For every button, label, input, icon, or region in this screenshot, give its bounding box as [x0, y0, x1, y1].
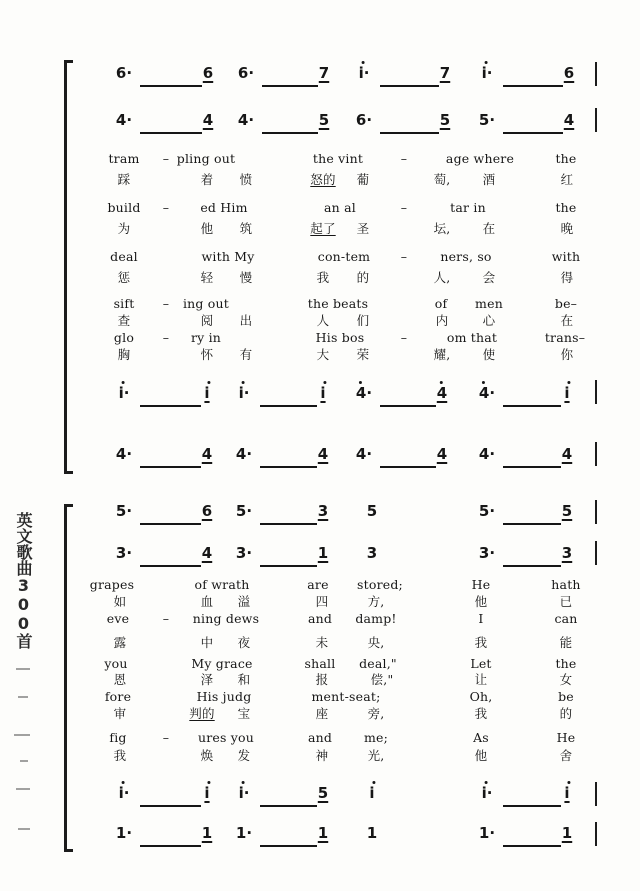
lyric: 慢 [239, 270, 253, 285]
beam [140, 565, 201, 567]
lyric: ing out [182, 296, 230, 311]
beam [262, 132, 318, 134]
lyric: 坛, [433, 221, 451, 236]
lyric: 胸 [117, 347, 131, 362]
lyric: 葡 [356, 172, 370, 187]
note: 7 [318, 64, 330, 82]
lyric: 心 [482, 313, 496, 328]
lyric: 人, [433, 270, 451, 285]
lyric: 他 [474, 748, 488, 763]
lyric: the [555, 656, 577, 671]
lyric: damp! [355, 611, 397, 626]
lyric: men [475, 296, 503, 311]
lyric: Let [470, 656, 492, 671]
lyric: 偿," [370, 672, 394, 687]
lyric: 的 [559, 706, 573, 721]
note: 4 [563, 111, 575, 129]
lyric: – [162, 730, 170, 745]
lyric: 圣 [356, 221, 370, 236]
beam [503, 132, 563, 134]
lyric: 他 [200, 221, 214, 236]
note: 4· [235, 445, 253, 463]
lyric: 耀, [433, 347, 451, 362]
beam [503, 466, 561, 468]
lyric: – [162, 330, 170, 345]
lyric: 使 [482, 347, 496, 362]
lyric: deal [110, 249, 138, 264]
lyric: 惩 [117, 270, 131, 285]
lyric: om that [446, 330, 498, 345]
beam [380, 132, 439, 134]
note: i· [481, 64, 493, 82]
note: 1· [115, 824, 133, 842]
lyric: 央, [367, 635, 385, 650]
note: 4 [561, 445, 573, 463]
note: 5 [366, 502, 378, 520]
note: 4· [478, 445, 496, 463]
lyric: – [400, 249, 408, 264]
book-title-vertical [10, 512, 36, 655]
lyric: 出 [239, 313, 253, 328]
lyric: I [478, 611, 484, 626]
lyric: 露 [113, 635, 127, 650]
note: 6 [202, 64, 214, 82]
beam [140, 132, 202, 134]
barline [595, 782, 597, 806]
lyric: ners, so [440, 249, 492, 264]
lyric: 如 [113, 594, 127, 609]
lyric: deal," [359, 656, 397, 671]
note: 1 [317, 544, 329, 562]
note: 3· [115, 544, 133, 562]
lyric: – [162, 611, 170, 626]
lyric: 血 [200, 594, 214, 609]
beam [503, 405, 561, 407]
lyric: 旁, [367, 706, 385, 721]
note: i [564, 784, 570, 802]
lyric: of wrath [194, 577, 250, 592]
lyric: tar in [450, 200, 486, 215]
beam [260, 466, 317, 468]
beam [140, 845, 201, 847]
note: i· [238, 784, 250, 802]
note: 4 [317, 445, 329, 463]
beam [503, 85, 563, 87]
lyric: – [400, 151, 408, 166]
beam [140, 85, 202, 87]
barline [595, 62, 597, 86]
barline [595, 108, 597, 132]
barline [595, 541, 597, 565]
beam [140, 805, 201, 807]
lyric: 中 [200, 635, 214, 650]
note: i· [358, 64, 370, 82]
lyric: – [162, 200, 170, 215]
note: 6· [355, 111, 373, 129]
lyric: – [162, 151, 170, 166]
lyric: 我 [474, 635, 488, 650]
lyric: tram [108, 151, 140, 166]
note: 1 [366, 824, 378, 842]
note: 3· [235, 544, 253, 562]
lyric: 神 [315, 748, 329, 763]
lyric: 报 [315, 672, 329, 687]
lyric: and [307, 611, 333, 626]
note: 1 [317, 824, 329, 842]
note: 4 [201, 544, 213, 562]
lyric: – [400, 200, 408, 215]
lyric: build [107, 200, 141, 215]
note: 3 [366, 544, 378, 562]
lyric: 女 [559, 672, 573, 687]
note: i· [238, 384, 250, 402]
note: 1 [561, 824, 573, 842]
lyric: an al [324, 200, 356, 215]
note: 5· [478, 502, 496, 520]
lyric: 已 [559, 594, 573, 609]
note: 1 [201, 824, 213, 842]
beam [260, 523, 317, 525]
note: 5 [317, 784, 329, 802]
system-bracket [64, 506, 67, 850]
lyric: 红 [560, 172, 574, 187]
note: 7 [439, 64, 451, 82]
lyric: 光, [367, 748, 385, 763]
lyric: 让 [474, 672, 488, 687]
note: 4· [115, 111, 133, 129]
note: i [564, 384, 570, 402]
lyric: ning dews [192, 611, 260, 626]
note: 4 [436, 445, 448, 463]
lyric: His judg [196, 689, 252, 704]
lyric: the [555, 200, 577, 215]
lyric: and [307, 730, 333, 745]
beam [260, 845, 317, 847]
barline [595, 822, 597, 846]
note: 3 [561, 544, 573, 562]
note: 5· [478, 111, 496, 129]
beam [380, 85, 439, 87]
note: i [369, 784, 375, 802]
lyric: 晚 [560, 221, 574, 236]
note: 6 [201, 502, 213, 520]
lyric: pling out [176, 151, 236, 166]
lyric: the beats [307, 296, 369, 311]
lyric: 筑 [239, 221, 253, 236]
lyric: 内 [435, 313, 449, 328]
lyric: My grace [191, 656, 253, 671]
beam [260, 405, 317, 407]
note: 4· [237, 111, 255, 129]
lyric: 轻 [200, 270, 214, 285]
lyric: 能 [559, 635, 573, 650]
note: 6· [115, 64, 133, 82]
note: 5· [235, 502, 253, 520]
lyric: 会 [482, 270, 496, 285]
lyric: 酒 [482, 172, 496, 187]
lyric: 们 [356, 313, 370, 328]
lyric: fore [104, 689, 132, 704]
lyric: 恩 [113, 672, 127, 687]
lyric: trans– [544, 330, 586, 345]
lyric: 他 [474, 594, 488, 609]
book-title-char: 英文歌曲300首 [14, 512, 33, 649]
lyric: be [558, 689, 574, 704]
barline [595, 442, 597, 466]
lyric: 审 [113, 706, 127, 721]
lyric: – [400, 330, 408, 345]
lyric: 溢 [237, 594, 251, 609]
lyric: 方, [367, 594, 385, 609]
lyric: He [471, 577, 491, 592]
beam [140, 466, 201, 468]
lyric: age where [445, 151, 515, 166]
note: 1· [478, 824, 496, 842]
lyric: 怒的 [310, 172, 336, 187]
note: i [204, 784, 210, 802]
lyric: 我 [316, 270, 330, 285]
lyric: 夜 [237, 635, 251, 650]
note: 6· [237, 64, 255, 82]
lyric: 踩 [117, 172, 131, 187]
note: i· [118, 384, 130, 402]
note: 4· [355, 384, 373, 402]
note: 6 [563, 64, 575, 82]
barline [595, 380, 597, 404]
lyric: 在 [482, 221, 496, 236]
lyric: stored; [357, 577, 403, 592]
lyric: grapes [89, 577, 135, 592]
lyric: of [434, 296, 448, 311]
lyric: 焕 [200, 748, 214, 763]
lyric: the vint [312, 151, 364, 166]
beam [380, 405, 436, 407]
beam [262, 85, 318, 87]
note: i· [481, 784, 493, 802]
lyric: with [551, 249, 581, 264]
note: 5 [439, 111, 451, 129]
note: 1· [235, 824, 253, 842]
beam [503, 523, 561, 525]
beam [140, 523, 201, 525]
system-bracket [64, 62, 67, 472]
note: 4· [115, 445, 133, 463]
note: 5· [115, 502, 133, 520]
lyric: 我 [474, 706, 488, 721]
lyric: Oh, [469, 689, 493, 704]
note: 4· [355, 445, 373, 463]
lyric: ment-seat; [311, 689, 381, 704]
lyric: 在 [560, 313, 574, 328]
lyric: 未 [315, 635, 329, 650]
lyric: with My [201, 249, 255, 264]
lyric: ed Him [200, 200, 248, 215]
lyric: 舍 [559, 748, 573, 763]
beam [503, 805, 561, 807]
lyric: 和 [237, 672, 251, 687]
lyric: can [554, 611, 578, 626]
note: i· [118, 784, 130, 802]
lyric: are [307, 577, 329, 592]
lyric: fig [109, 730, 127, 745]
beam [260, 805, 317, 807]
lyric: the [555, 151, 577, 166]
lyric: 你 [560, 347, 574, 362]
lyric: 萄, [433, 172, 451, 187]
lyric: 判的 [189, 706, 215, 721]
lyric: 愤 [239, 172, 253, 187]
lyric: 有 [239, 347, 253, 362]
lyric: you [104, 656, 128, 671]
lyric: 座 [315, 706, 329, 721]
lyric: con-tem [317, 249, 371, 264]
note: i [320, 384, 326, 402]
lyric: 查 [117, 313, 131, 328]
beam [260, 565, 317, 567]
beam [503, 565, 561, 567]
lyric: 发 [237, 748, 251, 763]
lyric: glo [113, 330, 135, 345]
lyric: 阅 [200, 313, 214, 328]
lyric: 得 [560, 270, 574, 285]
lyric: 的 [356, 270, 370, 285]
lyric: He [556, 730, 576, 745]
lyric: hath [551, 577, 581, 592]
note: i [204, 384, 210, 402]
lyric: 荣 [356, 347, 370, 362]
note: 4· [478, 384, 496, 402]
note: 5 [561, 502, 573, 520]
lyric: His bos [315, 330, 365, 345]
lyric: be– [554, 296, 578, 311]
lyric: 我 [113, 748, 127, 763]
note: 3 [317, 502, 329, 520]
lyric: sift [113, 296, 135, 311]
lyric: 人 [316, 313, 330, 328]
note: 3· [478, 544, 496, 562]
note: 4 [201, 445, 213, 463]
barline [595, 500, 597, 524]
lyric: ry in [190, 330, 222, 345]
note: 4 [436, 384, 448, 402]
lyric: ures you [197, 730, 255, 745]
lyric: shall [304, 656, 336, 671]
lyric: 怀 [200, 347, 214, 362]
note: 5 [318, 111, 330, 129]
lyric: 为 [117, 221, 131, 236]
lyric: 大 [316, 347, 330, 362]
lyric: 着 [200, 172, 214, 187]
lyric: As [473, 730, 489, 745]
lyric: 四 [315, 594, 329, 609]
beam [140, 405, 201, 407]
beam [380, 466, 436, 468]
lyric: me; [363, 730, 389, 745]
beam [503, 845, 561, 847]
note: 4 [202, 111, 214, 129]
lyric: – [162, 296, 170, 311]
lyric: 起了 [310, 221, 336, 236]
lyric: 宝 [237, 706, 251, 721]
lyric: eve [106, 611, 130, 626]
lyric: 泽 [200, 672, 214, 687]
